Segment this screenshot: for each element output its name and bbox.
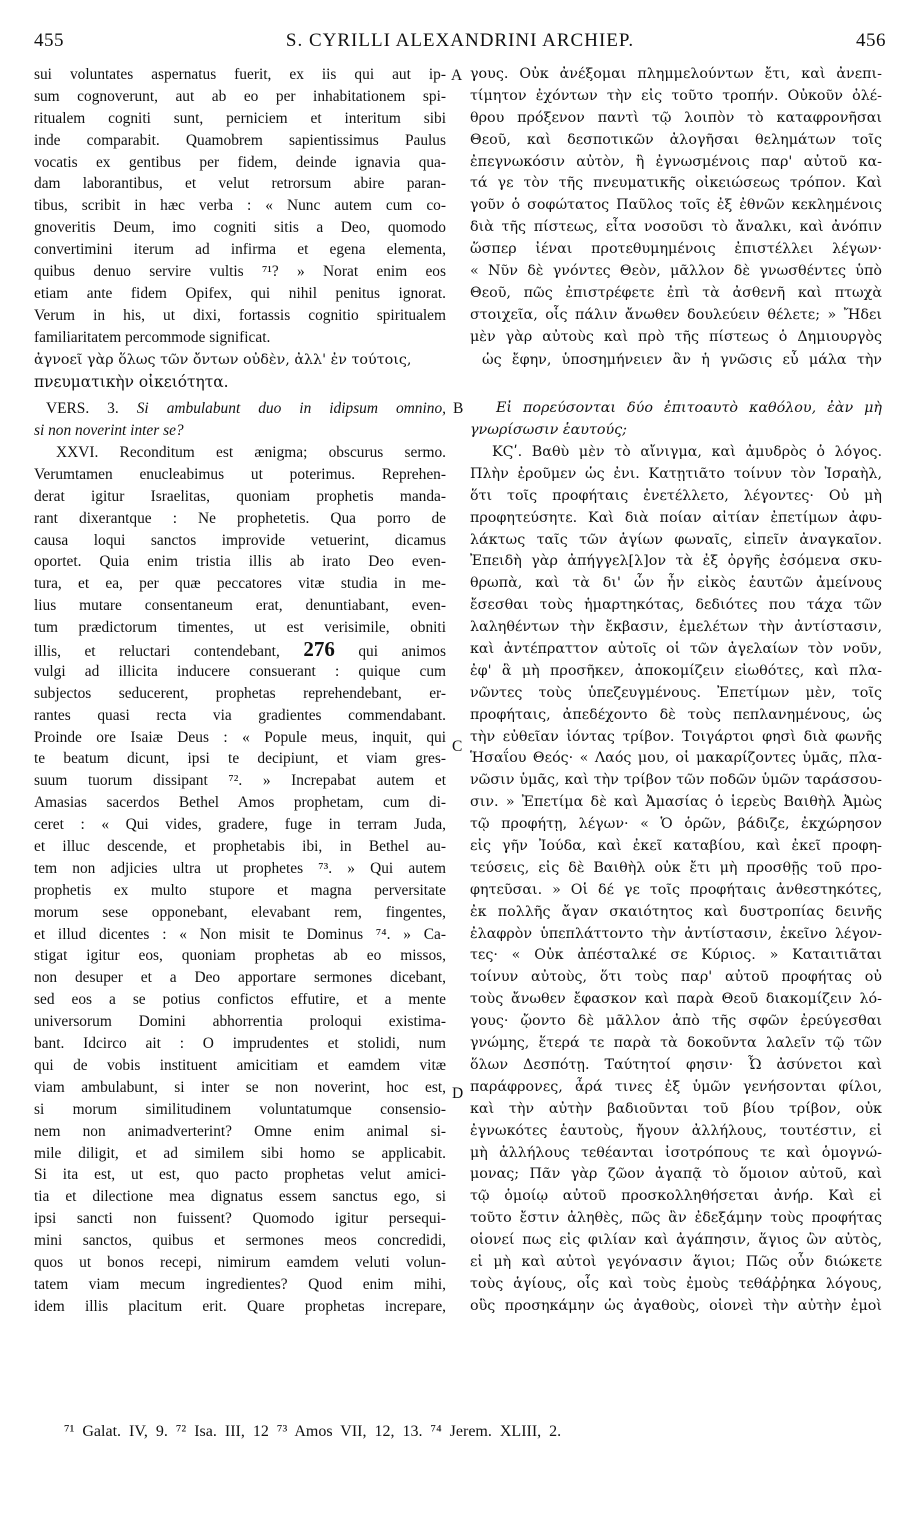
verse-greek-line-1: Εἰ πορεύσονται δύο ἐπιτοαυτὸ καθόλου, ἐὰν μὴ	[496, 400, 882, 416]
text-line: bant. Idcirco ait : O imprudentes et stolidi, num	[34, 1035, 446, 1053]
text-line: προφήταις, ἀπεδέχοντο δὲ τοὺς πεπλανημένους, ὡς	[470, 706, 882, 723]
text-line: Θεοῦ, καὶ δεσποτικῶν ἀλογῆσαι θελημάτων τοῖς	[470, 131, 882, 148]
latin-column-top	[34, 64, 446, 349]
text-line: ὥσπερ ἰέναι προτεθυμημένοις ἐπιστέλλει λέγων·	[470, 241, 882, 258]
footnotes: ⁷¹ Galat. IV, 9. ⁷² Isa. III, 12 ⁷³ Amos VII, 12, 13. ⁷⁴ Jerem. XLIII, 2.	[64, 1423, 562, 1440]
text-line: dam laborantibus, et velut retrorsum abire paran-	[34, 175, 446, 193]
text-line: γους. Οὐκ ἀνέξομαι πλημμελούντων ἔτι, καὶ ἀνεπι-	[470, 66, 882, 82]
text-line: te beatum dicunt, ipsi te decipiunt, et viam gres-	[34, 750, 446, 768]
text-line: et illuc descende, et prophetabis ibi, in Bethel au-	[34, 838, 446, 856]
text-fragment: qui animos	[334, 643, 446, 661]
text-line: XXVI. Reconditum est ænigma; obscurus sermo.	[56, 444, 446, 461]
full-line-left: ἀγνοεῖ γὰρ ὅλως τῶν ὄντων οὐδὲν, ἀλλ' ἐν τούτοις,	[34, 352, 412, 368]
text-line: etiam ante fidem Opifex, qui nihil penitus ignorat.	[34, 284, 446, 302]
text-line: ἐγνωκότες ἑαυτοὺς, ἤγουν ἀλλήλους, τουτέστιν, εἰ	[470, 1122, 882, 1139]
page-header	[34, 30, 886, 58]
text-line: προφητεύσητε. Καὶ διὰ ποίαν αἰτίαν ἐπετίμων ἀφυ-	[470, 509, 882, 526]
text-line: εἰ μὴ καὶ αὐτοὶ γεγόνασιν ἅγιοι; Πῶς οὖν διώκετε	[470, 1253, 882, 1270]
text-line: vulgi ad illicita inducere consuerant : quique cum	[34, 662, 446, 680]
text-line: λάκτως ταῖς τῶν ἁγίων φωναῖς, εἰπεῖν ἀναγκαῖον.	[470, 531, 882, 548]
text-line: ritualem cogniti sunt, perniciem et interitum sibi	[34, 109, 446, 127]
text-line: rantes quasi recta via gradientes commendabant.	[34, 706, 446, 724]
text-line: ἔσεσθαι τοὺς ἡμαρτηκότας, δεδιότες που τάχα τῶν	[470, 597, 882, 614]
text-line: quos ut bonos recepi, nimirum eamdem veluti volun-	[34, 1253, 446, 1271]
text-line: rant dixerantque : Ne prophetetis. Qua porro de	[34, 509, 446, 527]
text-line: Θεοῦ, πῶς ἐπιστρέφετε ἐπὶ τὰ ἀσθενῆ καὶ πτωχὰ	[470, 284, 882, 301]
verse-text: Si ambulabunt duo in idipsum omnino,	[136, 400, 446, 417]
text-line: τῷ προφήτῃ, λέγων· « Ὁ ὁρῶν, βάδιζε, ἐκχώρησον	[470, 816, 882, 833]
text-line: Proinde ore Isaiæ Deus : « Popule meus, inquit, qui	[34, 728, 446, 746]
text-line: φητεῦσαι. » Οἱ δέ γε τοῖς προφήταις ἀνθεστηκότες,	[470, 881, 882, 898]
verse-label: VERS. 3.	[46, 400, 119, 417]
text-line: inde comparabit. Quamobrem sapientissimus Paulus	[34, 131, 446, 149]
verse-latin-line-1	[34, 398, 446, 420]
text-line: ἐπεγνωκόσιν αὐτὸν, ἢ ἐγνωσμένοις παρ' αὐτοῦ κα-	[470, 153, 882, 170]
text-line: subjectos seducerent, prophetas reprehendebant, er-	[34, 684, 446, 702]
greek-column-top	[470, 64, 882, 349]
text-line: tatem viam mecum ingredientes? Quod enim mihi,	[34, 1275, 446, 1293]
margin-marker-d: D	[452, 1085, 464, 1102]
text-line: Si ita est, ut est, quo pacto prophetas velut amici-	[34, 1166, 446, 1184]
verse-greek	[470, 398, 882, 442]
original-page-number: 276	[303, 639, 335, 661]
text-line: tura, et ea, per quæ peccatores vitæ studia in me-	[34, 575, 446, 593]
text-line: gnoveritis Deum, imo cogniti sitis a Deo, quomodo	[34, 219, 446, 237]
text-line: convertimini iterum ad infirma et egena elementa,	[34, 241, 446, 259]
text-line: qui de vobis instituent amicitiam et eamdem vitæ	[34, 1056, 446, 1074]
text-line: ἐφ' ἃ μὴ προσῆκεν, ἀποκομίζειν εἰωθότες, καὶ πλα-	[470, 662, 882, 679]
text-line: causa loqui sanctos improvide vetuerint, dicamus	[34, 531, 446, 549]
text-line: εἰς γῆν Ἰούδα, καὶ ἐκεῖ καταβίου, καὶ ἐκεῖ προφη-	[470, 838, 882, 855]
text-line: ὅτι τοῖς προφήταις ἐνετέλλετο, λέγοντες· Οὐ μὴ	[470, 487, 882, 504]
text-line: τες· « Οὐκ ἀπέσταλκέ σε Κύριος. » Καταιτιᾶται	[470, 947, 882, 964]
text-line: τοίνυν αὐτοὺς, ὅτι τοὺς παρ' αὐτοῦ προφήτας οὐ	[470, 969, 882, 986]
text-line: Verumtamen enucleabimus ut poterimus. Reprehen-	[34, 465, 446, 483]
text-line: τίμητον ἐχόντων τὴν εἰς τοῦτο τροπήν. Οὐκοῦν ὀλέ-	[470, 87, 882, 104]
text-line: mini sanctos, quibus et sermones meos concredidi,	[34, 1232, 446, 1250]
text-line: παράφρονες, ἆρά τινες ἐξ ὑμῶν γενήσονται φίλοι,	[470, 1078, 882, 1095]
text-line: στοιχεῖα, οἷς πάλιν ἄνωθεν δουλεύειν θέλετε; » Ἤδει	[470, 306, 882, 323]
text-line: oportet. Quia enim tristia illis ab irato Deo even-	[34, 553, 446, 571]
full-width-greek-line-2: πνευματικὴν οἰκειότητα.	[34, 373, 229, 391]
margin-marker-c: C	[452, 738, 463, 755]
text-line: suum tuorum dissipant ⁷². » Increpabat autem et	[34, 772, 446, 790]
text-line: sum cognoverunt, aut ab eo per inhabitationem spi-	[34, 87, 446, 105]
text-line: θρωπὰ, καὶ τὰ δι' ὧν ἦν εἰκὸς ἑαυτῶν ἀμείνους	[470, 575, 882, 592]
text-line: ὅλων Δεσπότῃ. Ταύτητοί φησιν· Ὦ ἀσύνετοι καὶ	[470, 1056, 882, 1073]
text-line: τοὺς ἁγίους, οἷς καὶ τοὺς ἐμοὺς τεθάῤῥηκα λόγους,	[470, 1275, 882, 1292]
text-line: Ἐπειδὴ γὰρ ἀπήγγελ[λ]ον τὰ ἐξ ὀργῆς ἐσόμενα σκυ-	[470, 553, 882, 570]
text-line: viam ambulabunt, si inter se non noverint, hoc est,	[34, 1078, 446, 1096]
text-line: mile diligit, et ad similem sibi homo se applicabit.	[34, 1144, 446, 1162]
text-line: ceret : « Qui vides, gradere, fuge in terram Juda,	[34, 816, 446, 834]
text-line: nem non animadverterint? Omne enim animal si-	[34, 1122, 446, 1140]
text-line: γνώμης, ἕτερά τε παρὰ τὰ δοκοῦντα λαλεῖν τῷ τῶν	[470, 1035, 882, 1052]
text-fragment: illis, et reluctari contendebant,	[34, 643, 304, 661]
text-line: prophetis ex multo stupore et magna perversitate	[34, 881, 446, 899]
text-line: stigat igitur eos, quoniam prophetas ab eo missos,	[34, 947, 446, 965]
text-line: γοῦν ὁ σοφώτατος Παῦλος τοῖς ἐξ ἐθνῶν κεκλημένοις	[470, 197, 882, 214]
text-line: μὴ ἀλλήλους τεθέανται ἰσοτρόπους τε καὶ ὁμογνώ-	[470, 1144, 882, 1161]
text-line: tem non adjicies ultra ut prophetes ⁷³. » Qui autem	[34, 859, 446, 877]
text-line: τά γε τὸν τῆς πνευματικῆς οἰκειώσεως τρόπον. Καὶ	[470, 175, 882, 192]
text-line: sui voluntates aspernatus fuerit, ex iis qui aut ip-	[34, 66, 446, 83]
text-line: tum prædictorum timentes, ut est verisimile, obniti	[34, 619, 446, 637]
text-line: τὴν εὐθεῖαν ἰόντας τρίβον. Τοιγάρτοι φησὶ διὰ φωνῆς	[470, 728, 882, 745]
text-line: ipsi sancti non fuissent? Quomodo igitur persequi-	[34, 1210, 446, 1228]
text-line: derat igitur Israelitas, quoniam prophetis manda-	[34, 487, 446, 505]
page-number-right: 456	[856, 30, 886, 51]
text-line: si morum similitudinem voluntatumque consensio-	[34, 1100, 446, 1118]
text-line: καὶ τὴν αὐτὴν βαδιοῦνται τοῦ βίου τρίβον, οὐκ	[470, 1100, 882, 1117]
margin-marker-a: A	[451, 67, 463, 84]
text-line: σιν. » Ἐπετίμα δὲ καὶ Ἀμασίας ὁ ἱερεὺς Βαιθὴλ Ἀμὼς	[470, 794, 882, 811]
text-line-with-page-marker	[34, 639, 446, 661]
verse-latin-line-2: si non noverint inter se?	[34, 421, 184, 439]
greek-column-main	[470, 442, 882, 1318]
text-line: vocatis ex gentibus per fidem, deinde ignavia qua-	[34, 153, 446, 171]
verse-latin	[34, 398, 446, 442]
text-line: tia et dilectione mea dignatus essem sanctus ego, si	[34, 1188, 446, 1206]
text-line: ἐκ πολλῆς ἄγαν σκαιότητος καὶ δυστροπίας δεινῆς	[470, 903, 882, 920]
text-line: τεύσεις, εἰς δὲ Βαιθὴλ οὐκ ἔτι μὴ προσθῇς τοῦ προ-	[470, 859, 882, 876]
text-line: non desuper et a Deo apportare sermones dicebant,	[34, 969, 446, 987]
text-line: τῷ ὁμοίῳ αὐτοῦ προσκολληθήσεται ἀνήρ. Καὶ εἰ	[470, 1188, 882, 1205]
text-line: τοὺς ἄνωθεν ἔφασκον καὶ παρὰ Θεοῦ διακομίζειν λό-	[470, 991, 882, 1008]
text-line: sed eos a se potius confictos effutire, et a mente	[34, 991, 446, 1009]
text-line: quibus denuo servire vultis ⁷¹? » Norat enim eos	[34, 263, 446, 281]
text-line: familiaritatem percommode significat.	[34, 328, 271, 346]
text-line: Amasias sacerdos Bethel Amos prophetam, cum di-	[34, 794, 446, 812]
text-line: ΚϚʹ. Βαθὺ μὲν τὸ αἴνιγμα, καὶ ἀμυδρὸς ὁ λόγος.	[492, 444, 882, 460]
text-line: morum sese opponebant, elevabant rem, fingentes,	[34, 903, 446, 921]
text-line: θρου πρόξενον παντὶ τῷ λοιπὸν τὸ καταφρονῆσαι	[470, 109, 882, 126]
text-line: γους· ᾤοντο δὲ μᾶλλον ἀπὸ τῆς σφῶν ἐρεύγεσθαι	[470, 1013, 882, 1030]
text-line: μονας; Πᾶν γὰρ ζῶον ἀγαπᾷ τὸ ὅμοιον αὐτοῦ, καὶ	[470, 1166, 882, 1183]
text-line: λαληθέντων τὴν ἔκβασιν, ἐμελέτων τὴν ἀντίστασιν,	[470, 619, 882, 636]
text-line: « Νῦν δὲ γνόντες Θεὸν, μᾶλλον δὲ γνωσθέντες ὑπὸ	[470, 263, 882, 280]
text-line: Πλὴν ἐροῦμεν ὡς ἐνι. Κατῃτιᾶτο τοίνυν τὸν Ἰσραὴλ,	[470, 465, 882, 482]
text-line: νῶντες τοὺς ὑπεζευγμένους. Ἐπετίμων μὲν, τοῖς	[470, 684, 882, 701]
latin-column-main	[34, 442, 446, 1318]
full-line-right: ὡς ἔφην, ὑποσημήνειεν ἂν ἡ γνῶσις εὖ μάλα τὴν	[482, 352, 882, 368]
text-line: νῶσιν ὑμᾶς, καὶ τὴν τρίβον τῶν ποδῶν ὑμῶν ταράσσου-	[470, 772, 882, 789]
text-line: ἐλαφρὸν ὑπεπλάττοντο τὴν ἀντίστασιν, ἐκεῖνο λέγον-	[470, 925, 882, 942]
running-title: S. CYRILLI ALEXANDRINI ARCHIEP.	[285, 30, 635, 51]
text-line: Verum in his, ut dixi, fortassis cognitio spiritualem	[34, 306, 446, 324]
text-line: idem illis placitum erit. Quare prophetas increpare,	[34, 1297, 446, 1315]
text-line: tibus, scribit in hæc verba : « Nunc autem cum co-	[34, 197, 446, 215]
text-line: διὰ τῆς πίστεως, εἶτα νοσοῦσι τὸ ἄναλκι, καὶ ἀνόπιν	[470, 219, 882, 236]
text-line: οἱονεί πως εἰς φιλίαν καὶ ἀγάπησιν, ἅγιος ὢν αὐτὸς,	[470, 1232, 882, 1249]
text-line: et illud dicentes : « Non misit te Dominus ⁷⁴. » Ca-	[34, 925, 446, 943]
verse-greek-line-2: γνωρίσωσιν ἑαυτούς;	[470, 421, 627, 438]
margin-marker-b: B	[453, 400, 464, 417]
text-line: οὓς προσηκάμην ὡς ἀγαθοὺς, οἱονεὶ τὴν αὐτὴν ἐμοὶ	[470, 1297, 882, 1314]
text-line: Ἡσαΐου Θεός· « Λαός μου, οἱ μακαρίζοντες ὑμᾶς, πλα-	[470, 750, 882, 767]
text-line: lius mutare consentaneum erat, denuntiabant, even-	[34, 597, 446, 615]
text-line: μὲν γὰρ αὐτοὺς καὶ πρὸ τῆς πίστεως ὁ Δημιουργὸς	[470, 328, 882, 345]
text-line: universorum Domini abhorrentia proloqui existima-	[34, 1013, 446, 1031]
text-line: καὶ ἀντέπραττον αὐτοῖς οἱ τῶν ἀγελαίων τὸν νοῦν,	[470, 641, 882, 658]
page-number-left: 455	[34, 30, 64, 51]
text-line: τοῦτο ἔστιν ἀληθὲς, πῶς ἂν ἐδεξάμην τοὺς προφήτας	[470, 1210, 882, 1227]
